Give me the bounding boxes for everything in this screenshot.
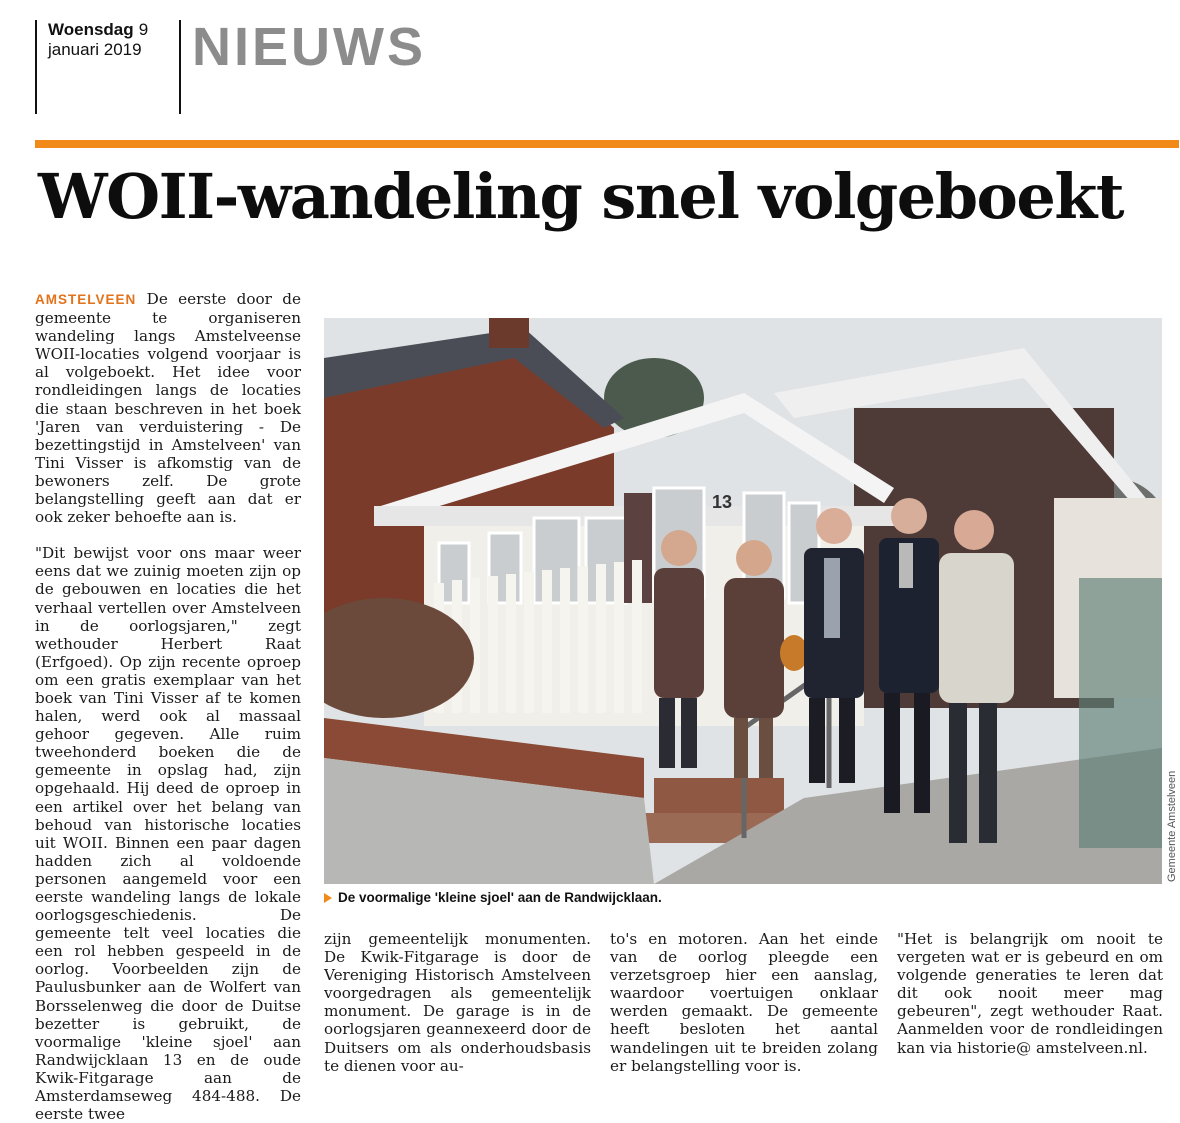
caption-text: De voormalige 'kleine sjoel' aan de Randwijcklaan. (338, 890, 662, 905)
column-3: to's en motoren. Aan het einde van de oorlog pleegde een verzetsgroep hier een aanslag, waardoor voertuigen onklaar werden gemaakt. De gemeente heeft besloten het aantal wandelingen uit te breiden zolang er belangstelling voor is. (610, 930, 878, 1075)
issue-date (48, 20, 148, 60)
column-1 (35, 290, 301, 1123)
masthead-divider-right (179, 20, 181, 114)
day-name: Woensdag (48, 20, 134, 39)
caption-marker-icon (324, 893, 332, 903)
house-number: 13 (712, 492, 733, 512)
month-year: januari 2019 (48, 40, 142, 59)
accent-rule (35, 140, 1179, 148)
body-paragraph: "Dit bewijst voor ons maar weer eens dat we zuinig moeten zijn op de gebouwen en locaties die het verhaal vertellen over Amstelveen in de oorlogsjaren," zegt wethouder Herbert Raat (Erfgoed). Op zijn recente oproep om een gratis exemplaar van het boek van Tini Visser af te komen halen, werd ook al massaal gehoor gegeven. Alle ruim tweehonderd boeken die de gemeente in opslag had, zijn opgehaald. Hij deed de oproep in een artikel over het belang van behoud van historische locaties uit WOII. Binnen een paar dagen hadden zich al voldoende personen aangemeld voor een eerste wandeling langs de lokale oorlogsgeschiedenis. De gemeente telt veel locaties die een rol hebben gespeeld in de oorlog. Voorbeelden zijn de Paulusbunker aan de Wolfert van Borsselenweg die door de Duitse bezetter is gebruikt, de voormalige 'kleine sjoel' aan Randwijcklaan 13 en de oude Kwik-Fitgarage aan de Amsterdamseweg 484-488. De eerste twee (35, 544, 301, 1123)
photo-credit: Gemeente Amstelveen (1166, 770, 1178, 882)
house-photo-illustration (324, 318, 1162, 884)
lead-paragraph (35, 290, 301, 526)
column-4: "Het is belangrijk om nooit te vergeten wat er is gebeurd en om volgende generaties te leren dat dit ook nooit meer mag gebeuren", zegt wethouder Raat. Aanmelden voor de rondleidingen kan via historie@ amstelveen.nl. (897, 930, 1163, 1057)
section-title: NIEUWS (192, 17, 426, 77)
masthead-divider-left (35, 20, 37, 114)
day-number: 9 (138, 20, 149, 39)
headline: WOII-wandeling snel volgeboekt (38, 160, 1123, 233)
kicker: AMSTELVEEN (35, 292, 137, 307)
column-2: zijn gemeentelijk monumenten. De Kwik-Fitgarage is door de Vereniging Historisch Amstelveen voorgedragen als gemeentelijk monument. De garage is in de oorlogsjaren geannexeerd door de Duitsers om als onderhoudsbasis te dienen voor au- (324, 930, 591, 1075)
photo-caption (324, 890, 662, 905)
article-photo (324, 318, 1162, 884)
lead-text: De eerste door de gemeente te organiseren wandeling langs Amstelveense WOII-locaties volgend voorjaar is al volgeboekt. Het idee voor rondleidingen langs de locaties die staan beschreven in het boek 'Jaren van verduistering - De bezettingstijd in Amstelveen' van Tini Visser is afkomstig van de bewoners zelf. De grote belangstelling geeft aan dat er ook zeker behoefte aan is. (35, 290, 302, 527)
